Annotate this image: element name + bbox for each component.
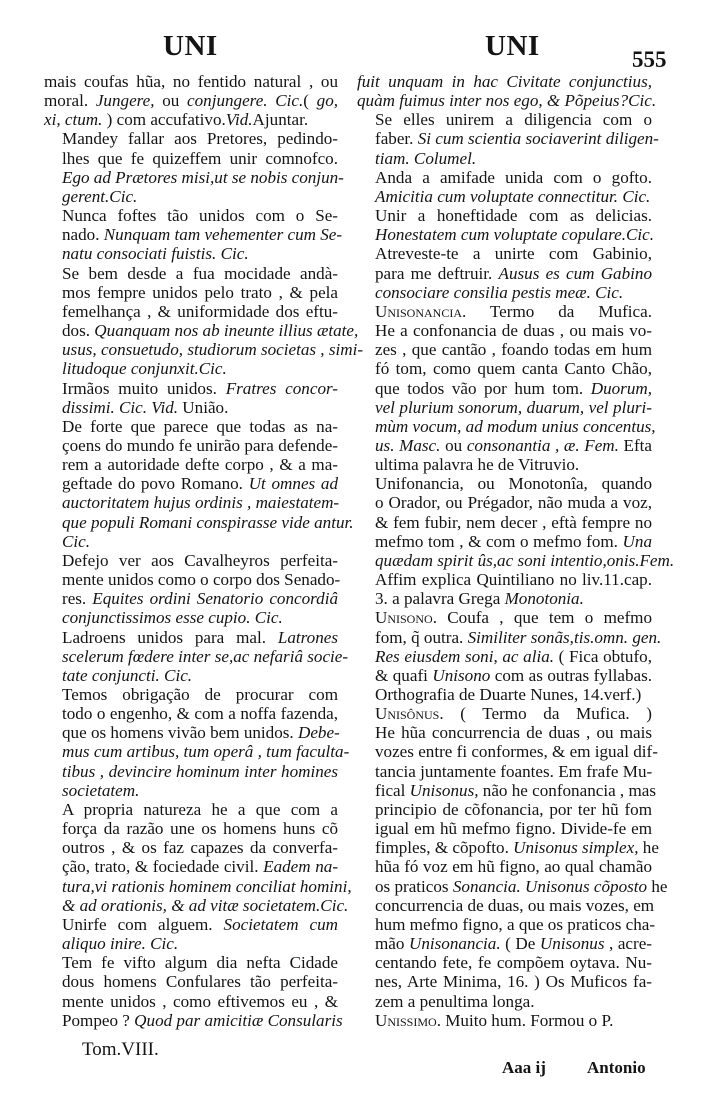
text-line (357, 532, 652, 551)
latin-text: Equites ordini Senatorio concordiâ (92, 589, 338, 609)
catchword: Antonio (587, 1058, 646, 1077)
latin-text: Si cum scientia sociaverint diligen- (417, 129, 659, 149)
dictionary-entry (357, 110, 659, 168)
portuguese-text: lhes que fe quizeffem unir comnofco. (62, 148, 338, 168)
portuguese-text: fó tom, como quem canta Canto Chão, (375, 359, 652, 379)
text-line (44, 302, 338, 321)
latin-text: consociare consilia pestis meæ. Cic. (375, 282, 624, 302)
headword: Unissimo (375, 1010, 437, 1030)
text-line (357, 876, 668, 896)
text-line (44, 704, 338, 723)
portuguese-text: femelhança , & uniformidade dos eftu- (62, 301, 338, 321)
text-line (357, 589, 652, 608)
portuguese-text: nes, Arte Minima, 16. ) Os Muficos fa- (375, 972, 652, 992)
text-line (44, 379, 338, 398)
portuguese-text: . Termo da Mufica. (462, 301, 652, 321)
latin-text: conjunctissimos esse cupio. Cic. (62, 608, 283, 628)
dictionary-entry (357, 206, 652, 244)
text-line (44, 666, 338, 685)
portuguese-text: 3. a palavra Grega (375, 589, 505, 609)
text-line (357, 302, 652, 321)
portuguese-text: mente unidos , como eftivemos eu , & (62, 991, 338, 1011)
portuguese-text: geftade do povo Romano. (62, 474, 249, 494)
portuguese-text: ou (154, 91, 188, 111)
latin-text: Eadem na- (263, 857, 339, 877)
latin-text: us. Masc. (375, 435, 441, 455)
latin-text: auctoritatem hujus ordinis , maiestatem- (62, 493, 340, 513)
text-line (357, 206, 652, 225)
dictionary-entry (44, 206, 343, 264)
text-line (44, 857, 338, 876)
latin-text: aliquo inire. Cic. (62, 934, 179, 954)
text-line (357, 398, 652, 417)
portuguese-text: Defejo ver aos Cavalheyros perfeita- (62, 550, 338, 570)
dictionary-entry (357, 301, 656, 475)
portuguese-text: ultima palavra he de Vitruvio. (375, 455, 580, 475)
portuguese-text: dos. (62, 321, 95, 341)
text-line (44, 474, 338, 493)
dictionary-entry (357, 72, 657, 111)
latin-text: Unisonus simplex, (513, 838, 639, 858)
latin-text: Quod par amicitiæ Consularis (134, 1010, 343, 1030)
portuguese-text: moral. (44, 91, 96, 111)
text-line (44, 359, 338, 378)
portuguese-text: zes , que cantão , foando todas em hum (375, 340, 652, 360)
latin-text: natu consociati fuistis. Cic. (62, 244, 249, 264)
portuguese-text: ( De (500, 934, 540, 954)
text-line (357, 1011, 652, 1030)
portuguese-text: . Coufa , que tem o mefmo (432, 608, 652, 628)
left-column (44, 72, 364, 1030)
text-line (44, 72, 338, 91)
text-line (357, 838, 659, 858)
text-line (44, 321, 359, 341)
portuguese-text: Mandey fallar aos Pretores, pedindo- (62, 129, 338, 149)
text-line (357, 264, 652, 283)
latin-text: Sonancia. Unisonus cõposto (452, 876, 648, 896)
text-line (357, 513, 652, 532)
latin-text: Ego ad Prætores misi,ut se nobis conjun- (62, 167, 344, 187)
text-line (44, 167, 344, 187)
portuguese-text: Nunca foftes tão unidos com o Se- (62, 206, 338, 226)
latin-text: Nunquam tam vehementer cum Se- (103, 225, 343, 245)
latin-text: mus cum artibus, tum operâ , tum faculta- (62, 742, 350, 762)
text-line (357, 953, 652, 972)
text-line (44, 283, 338, 302)
latin-text: Fratres concor- (225, 378, 338, 398)
text-line (357, 359, 652, 378)
latin-text: dissimi. Cic. Vid. (62, 397, 179, 417)
dictionary-entry (44, 416, 354, 551)
portuguese-text: res. (62, 589, 93, 609)
text-line (44, 972, 338, 991)
headword: Unisono (375, 608, 433, 628)
dictionary-entry (44, 685, 350, 800)
portuguese-text: Pompeo ? (62, 1010, 135, 1030)
text-line (44, 436, 338, 455)
portuguese-text: faber. (375, 129, 418, 149)
text-line (44, 244, 338, 263)
text-line (44, 781, 338, 800)
running-head-left: UNI (163, 30, 218, 62)
dictionary-entry (44, 627, 349, 685)
text-line (357, 436, 652, 455)
text-line (357, 129, 659, 149)
text-line (357, 723, 652, 742)
portuguese-text: & quafi (375, 665, 433, 685)
portuguese-text: A propria natureza he a que com a (62, 799, 338, 819)
text-line (357, 110, 652, 129)
running-head-right: UNI (485, 30, 540, 62)
text-line (357, 857, 652, 876)
text-line (44, 895, 349, 915)
dictionary-entry (357, 474, 675, 609)
dictionary-entry (44, 263, 364, 379)
latin-text: quædam spirit ûs,ac soni intentio,onis.Fem. (375, 550, 675, 570)
text-line (44, 570, 341, 590)
latin-text: Monotonia. (504, 589, 584, 609)
text-line (357, 321, 652, 340)
portuguese-text: União. (178, 397, 229, 417)
latin-text: tate conjuncti. Cic. (62, 665, 193, 685)
latin-text: gerent.Cic. (62, 186, 138, 206)
portuguese-text: todo o engenho, & com a noffa fazenda, (62, 704, 338, 724)
latin-text: litudoque conjunxit.Cic. (62, 359, 227, 379)
text-line (44, 762, 338, 781)
portuguese-text: he (638, 838, 659, 858)
text-line (357, 149, 652, 168)
latin-text: usus, consuetudo, studiorum societas , simi- (62, 340, 364, 360)
portuguese-text: He a confonancia de duas , ou mais vo- (375, 321, 652, 341)
portuguese-text: mos fempre unidos pelo trato , & pela (62, 282, 338, 302)
portuguese-text: Irmãos muito unidos. (62, 378, 226, 398)
text-line (44, 206, 338, 225)
text-line (44, 225, 343, 245)
text-line (44, 992, 338, 1011)
portuguese-text: os praticos (375, 876, 453, 896)
dictionary-entry (357, 704, 668, 1011)
text-line (44, 589, 338, 608)
headword: Unisônus (375, 704, 440, 724)
text-line (44, 646, 349, 666)
text-line (44, 187, 338, 206)
portuguese-text: He hũa concurrencia de duas , ou mais (375, 723, 652, 743)
right-column (357, 72, 675, 1030)
portuguese-text: Se bem desde a fua mocidade andà- (62, 263, 338, 283)
portuguese-text: mefmo tom , & com o mefmo fom. (375, 531, 623, 551)
latin-text: Res eiusdem soni, ac alia. (375, 646, 555, 666)
text-line (44, 800, 338, 819)
portuguese-text: principio de cõfonancia, por ter hũ fom (375, 799, 652, 819)
text-line (44, 398, 338, 417)
text-line (44, 742, 350, 762)
text-line (357, 972, 652, 991)
latin-text: go, (316, 91, 339, 111)
text-line (357, 704, 652, 723)
dictionary-entry (44, 379, 338, 417)
latin-text: tura,vi rationis hominem conciliat homini, (62, 876, 352, 896)
text-line (357, 72, 652, 91)
portuguese-text: hũa fó voz em hũ figno, ao qual chamão (375, 857, 652, 877)
text-line (357, 379, 652, 398)
text-line (44, 455, 338, 474)
text-line (44, 149, 338, 168)
volume-footer: Tom.VIII. (82, 1039, 159, 1060)
latin-text: Debe- (297, 723, 340, 743)
portuguese-text: mente unidos como o corpo dos Senado- (62, 570, 341, 590)
portuguese-text: vozes entre fi conformes, & em igual dif- (375, 742, 658, 762)
portuguese-text: o Orador, ou Prégador, não muda a voz, (375, 493, 652, 513)
portuguese-text: centando fete, fe compõem oytava. Nu- (375, 953, 652, 973)
text-line (357, 685, 652, 704)
portuguese-text: rem a autoridade defte corpo , & a ma- (62, 455, 338, 475)
portuguese-text: he (647, 876, 668, 896)
page-number: 555 (632, 47, 667, 72)
portuguese-text: força da razão une os homens huns cõ (62, 819, 338, 839)
portuguese-text: Se elles unirem a diligencia com o (375, 110, 652, 130)
latin-text: Ausus es cum Gabino (498, 263, 652, 283)
latin-text: Honestatem cum voluptate copulare.Cic. (375, 225, 654, 245)
signature-mark: Aaa ij (502, 1058, 546, 1077)
text-line (357, 914, 656, 934)
portuguese-text: . Muito hum. Formou o P. (436, 1010, 614, 1030)
latin-text: & ad orationis, & ad vitæ societatem.Cic. (62, 895, 349, 915)
latin-text: scelerum fœdere inter se,ac nefariâ socie- (62, 646, 349, 666)
text-line (44, 110, 338, 129)
text-line (357, 647, 652, 666)
text-line (44, 91, 338, 110)
dictionary-entry (44, 799, 352, 915)
dictionary-entry (357, 244, 652, 301)
latin-text: Unisono (432, 665, 491, 685)
portuguese-text: mão (375, 934, 409, 954)
portuguese-text: hum mefmo figno, a que os praticos cha- (375, 914, 656, 934)
latin-text: consonantia , æ. Fem. (466, 435, 619, 455)
text-line (357, 780, 657, 800)
dictionary-entry (357, 608, 662, 704)
latin-text: Duorum, (590, 378, 652, 398)
text-line (357, 819, 652, 838)
text-line (357, 762, 652, 781)
portuguese-text: ção, trato, & fociedade civil. (62, 857, 264, 877)
latin-text: Jungere, (95, 91, 155, 111)
portuguese-text: outros , & os faz capazes da converfa- (62, 838, 338, 858)
portuguese-text: zem a penultima longa. (375, 991, 535, 1011)
portuguese-text: De forte que parece que todas as na- (62, 416, 338, 436)
latin-text: Amicitia cum voluptate connectitur. Cic. (375, 186, 651, 206)
text-line (44, 532, 338, 551)
portuguese-text: Temos obrigação de procurar com (62, 685, 338, 704)
latin-text: Ut omnes ad (248, 474, 339, 494)
text-line (44, 876, 352, 896)
portuguese-text: nado. (62, 225, 104, 245)
text-line (44, 417, 338, 436)
latin-text: Unisonus, (409, 780, 479, 800)
portuguese-text: Unir a honeftidade com as delicias. (375, 206, 652, 226)
portuguese-text: concurrencia de duas, ou mais vozes, em (375, 895, 655, 915)
latin-text: Unisonus (539, 934, 605, 954)
latin-text: Cic. (62, 531, 91, 551)
portuguese-text: Affim explica Quintiliano no liv.11.cap. (375, 570, 652, 590)
portuguese-text: igual em hũ mefmo figno. Divide-fe em (375, 819, 652, 839)
latin-text: Quanquam nos ab ineunte illius ætate, (94, 321, 359, 341)
text-line (357, 455, 652, 474)
text-line (44, 1010, 343, 1030)
text-line (44, 628, 338, 647)
text-line (44, 264, 338, 283)
portuguese-text: . ( Termo da Mufica. ) (439, 704, 652, 724)
portuguese-text: Ajuntar. (252, 110, 309, 130)
text-line (44, 551, 338, 570)
portuguese-text: que os homens vivão bem unidos. (62, 723, 298, 743)
text-line (357, 225, 652, 244)
text-line (357, 187, 652, 206)
text-line (357, 608, 652, 627)
latin-text: Unisonancia. (408, 934, 501, 954)
text-line (357, 244, 652, 263)
text-line (357, 416, 656, 436)
portuguese-text: Orthografia de Duarte Nunes, 14.verf.) (375, 685, 642, 704)
portuguese-text: dous homens Confulares tão perfeita- (62, 972, 338, 992)
portuguese-text: Atreveste-te a unirte com Gabinio, (375, 244, 652, 264)
portuguese-text: para me deftruir. (375, 263, 499, 283)
text-line (44, 838, 338, 857)
portuguese-text: Tem fe vifto algum dia nefta Cidade (62, 953, 338, 973)
text-line (44, 953, 338, 972)
text-line (44, 915, 338, 934)
latin-text: Una (622, 531, 652, 551)
text-line (44, 934, 338, 953)
text-line (357, 800, 652, 819)
text-line (357, 340, 652, 359)
portuguese-text: mais coufas hũa, no fentido natural , ou (44, 72, 338, 91)
latin-text: tibus , devincire hominum inter homines (62, 761, 338, 781)
latin-text: Societatem cum (223, 914, 338, 934)
portuguese-text: Unifonancia, ou Monotonîa, quando (375, 474, 652, 494)
latin-text: quàm fuimus inter nos ego, & Põpeius?Cic. (357, 91, 657, 111)
portuguese-text: ( (303, 91, 317, 111)
latin-text: societatem. (62, 780, 140, 800)
latin-text: vel plurium sonorum, duarum, vel pluri- (375, 397, 652, 417)
portuguese-text: que todos vão por hum tom. (375, 378, 591, 398)
text-line (357, 992, 652, 1011)
text-line (357, 666, 652, 685)
text-line (44, 685, 338, 704)
text-line (357, 627, 662, 647)
latin-text: xi, ctum. (44, 110, 103, 130)
text-line (44, 129, 338, 148)
dictionary-entry (357, 1011, 652, 1030)
text-line (357, 168, 652, 187)
text-line (357, 570, 652, 589)
text-line (44, 608, 338, 627)
portuguese-text: tancia juntamente foantes. Em frafe Mu- (375, 761, 653, 781)
text-line (44, 819, 338, 838)
text-line (44, 493, 338, 512)
latin-text: mùm vocum, ad modum unius concentus, (375, 416, 656, 436)
dictionary-entry (44, 915, 338, 953)
latin-text: conjungere. Cic. (187, 91, 304, 111)
latin-text: Vid. (225, 110, 253, 130)
text-line (44, 723, 338, 742)
latin-text: fuit unquam in hac Civitate conjunctius, (357, 72, 652, 91)
dictionary-entry (44, 72, 338, 129)
portuguese-text: fical (375, 780, 410, 800)
dictionary-entry (357, 168, 652, 206)
text-line (357, 283, 652, 302)
text-line (44, 340, 364, 360)
portuguese-text: com as outras fyllabas. (490, 665, 652, 685)
portuguese-text: & fem fubir, nem decer , eftà fempre no (375, 512, 652, 532)
portuguese-text: ) com accufativo. (102, 110, 226, 130)
latin-text: Latrones (277, 627, 338, 647)
text-line (357, 474, 652, 493)
text-line (357, 493, 652, 512)
portuguese-text: Unirfe com alguem. (62, 914, 224, 934)
portuguese-text: ( Fica obtufo, (554, 646, 652, 666)
text-line (357, 550, 675, 570)
portuguese-text: çoens do mundo fe unirão para defende- (62, 435, 338, 455)
text-line (357, 895, 655, 915)
portuguese-text: não he confonancia , mas (478, 780, 657, 800)
latin-text: Similiter sonãs,tis.omn. gen. (467, 627, 662, 647)
portuguese-text: Ladroens unidos para mal. (62, 627, 278, 647)
portuguese-text: Anda a amifade unida com o gofto. (375, 167, 652, 187)
text-line (357, 91, 657, 111)
portuguese-text: fom, q̃ outra. (375, 627, 468, 647)
dictionary-entry (44, 953, 343, 1030)
text-line (357, 934, 652, 953)
text-line (357, 742, 658, 762)
portuguese-text: , acre- (604, 934, 652, 954)
headword: Unisonancia (375, 301, 463, 321)
dictionary-entry (44, 550, 341, 628)
latin-text: que populi Romani conspirasse vide antur. (62, 512, 354, 532)
latin-text: tiam. Columel. (375, 148, 477, 168)
portuguese-text: Efta (618, 435, 653, 455)
portuguese-text: fimples, & cõpofto. (375, 838, 514, 858)
dictionary-entry (44, 129, 344, 206)
portuguese-text: ou (440, 435, 467, 455)
text-line (44, 512, 354, 532)
